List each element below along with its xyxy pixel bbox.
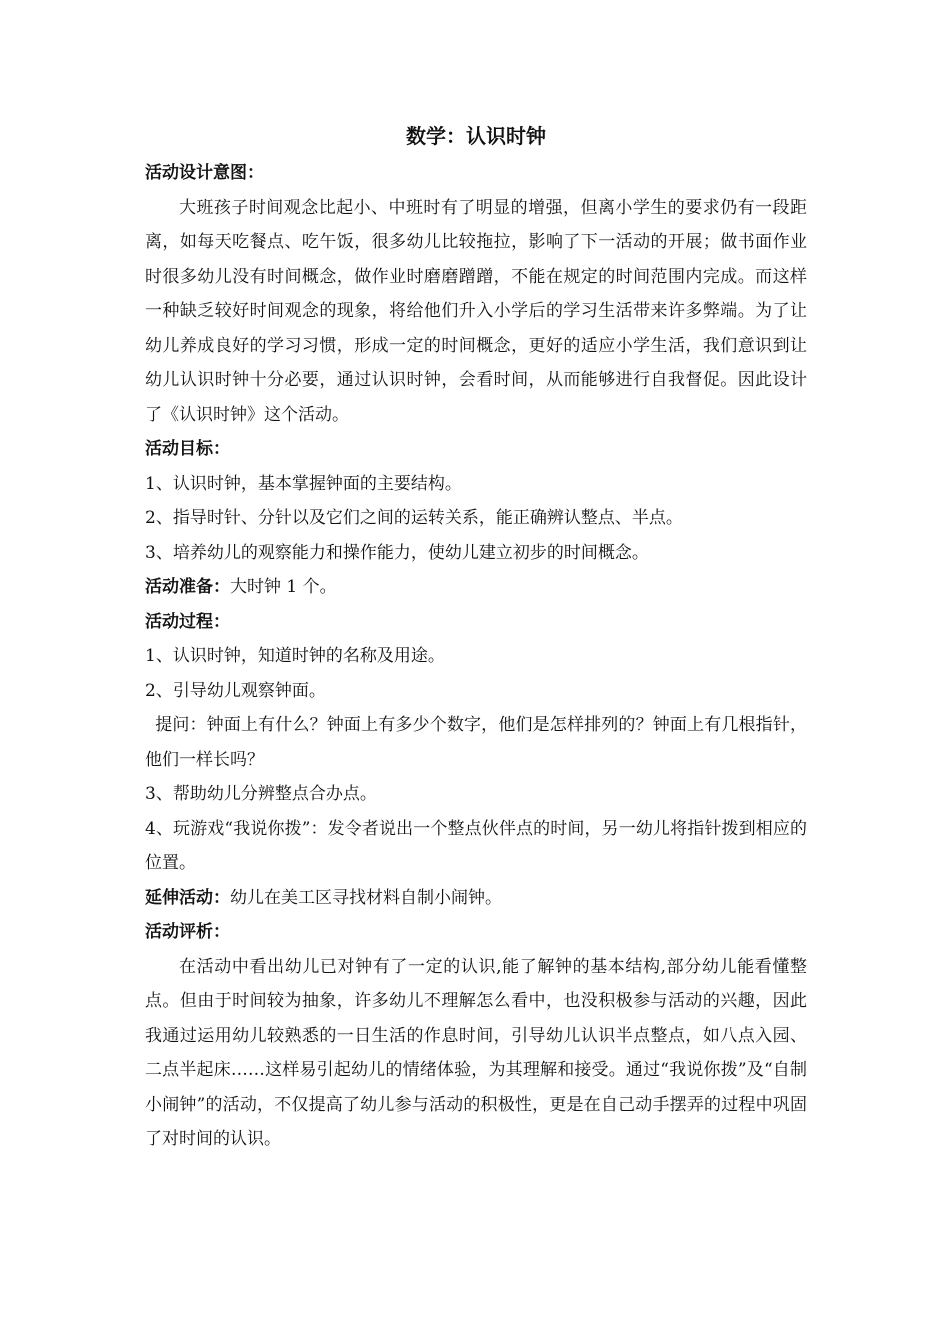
process-question: 提问：钟面上有什么？钟面上有多少个数字，他们是怎样排列的？钟面上有几根指针，他们一样长吗？ xyxy=(145,715,807,770)
extension-line xyxy=(145,881,807,916)
process-step-3: 3、帮助幼儿分辨整点合办点。 xyxy=(145,784,377,804)
goal-item-1: 1、认识时钟，基本掌握钟面的主要结构。 xyxy=(145,473,462,494)
goals-heading: 活动目标： xyxy=(145,439,230,459)
prep-text: 大时钟 1 个。 xyxy=(230,577,337,597)
process-step-2: 2、引导幼儿观察钟面。 xyxy=(145,680,326,701)
design-heading: 活动设计意图： xyxy=(145,163,264,183)
goal-item-3: 3、培养幼儿的观察能力和操作能力，使幼儿建立初步的时间概念。 xyxy=(145,542,649,563)
design-paragraph: 大班孩子时间观念比起小、中班时有了明显的增强，但离小学生的要求仍有一段距离，如每天吃餐点、吃午饭，很多幼儿比较拖拉，影响了下一活动的开展；做书面作业时很多幼儿没有时间概念，做作业时磨磨蹭蹭，不能在规定的时间范围内完成。而这样一种缺乏较好时间观念的现象，将给他们升入小学后的学习生活带来许多弊端。为了让幼儿养成良好的学习习惯，形成一定的时间概念，更好的适应小学生活，我们意识到让幼儿认识时钟十分必要，通过认识时钟，会看时间，从而能够进行自我督促。因此设计了《认识时钟》这个活动。 xyxy=(145,197,807,425)
process-heading: 活动过程： xyxy=(145,611,230,632)
extension-heading: 延伸活动： xyxy=(145,887,230,908)
review-paragraph: 在活动中看出幼儿已对钟有了一定的认识,能了解钟的基本结构,部分幼儿能看懂整点。但由于时间较为抽象，许多幼儿不理解怎么看中，也没积极参与活动的兴趣，因此我通过运用幼儿较熟悉的一日生活的作息时间，引导幼儿认识半点整点，如八点入园、二点半起床……这样易引起幼儿的情绪体验，为其理解和接受。通过“我说你拨”及“自制小闹钟”的活动，不仅提高了幼儿参与活动的积极性，更是在自己动手摆弄的过程中巩固了对时间的认识。 xyxy=(145,956,807,1149)
goal-item-2: 2、指导时针、分针以及它们之间的运转关系，能正确辨认整点、半点。 xyxy=(145,508,683,528)
prep-heading: 活动准备： xyxy=(145,577,230,597)
process-step-1: 1、认识时钟，知道时钟的名称及用途。 xyxy=(145,646,445,666)
review-heading: 活动评析： xyxy=(145,922,230,942)
extension-text: 幼儿在美工区寻找材料自制小闹钟。 xyxy=(230,887,502,908)
document-page xyxy=(145,118,807,1157)
process-step-4: 4、玩游戏“我说你拨”：发令者说出一个整点伙伴点的时间，另一幼儿将指针拨到相应的位置。 xyxy=(145,818,807,873)
prep-line xyxy=(145,570,807,605)
document-title: 数学：认识时钟 xyxy=(406,124,546,148)
